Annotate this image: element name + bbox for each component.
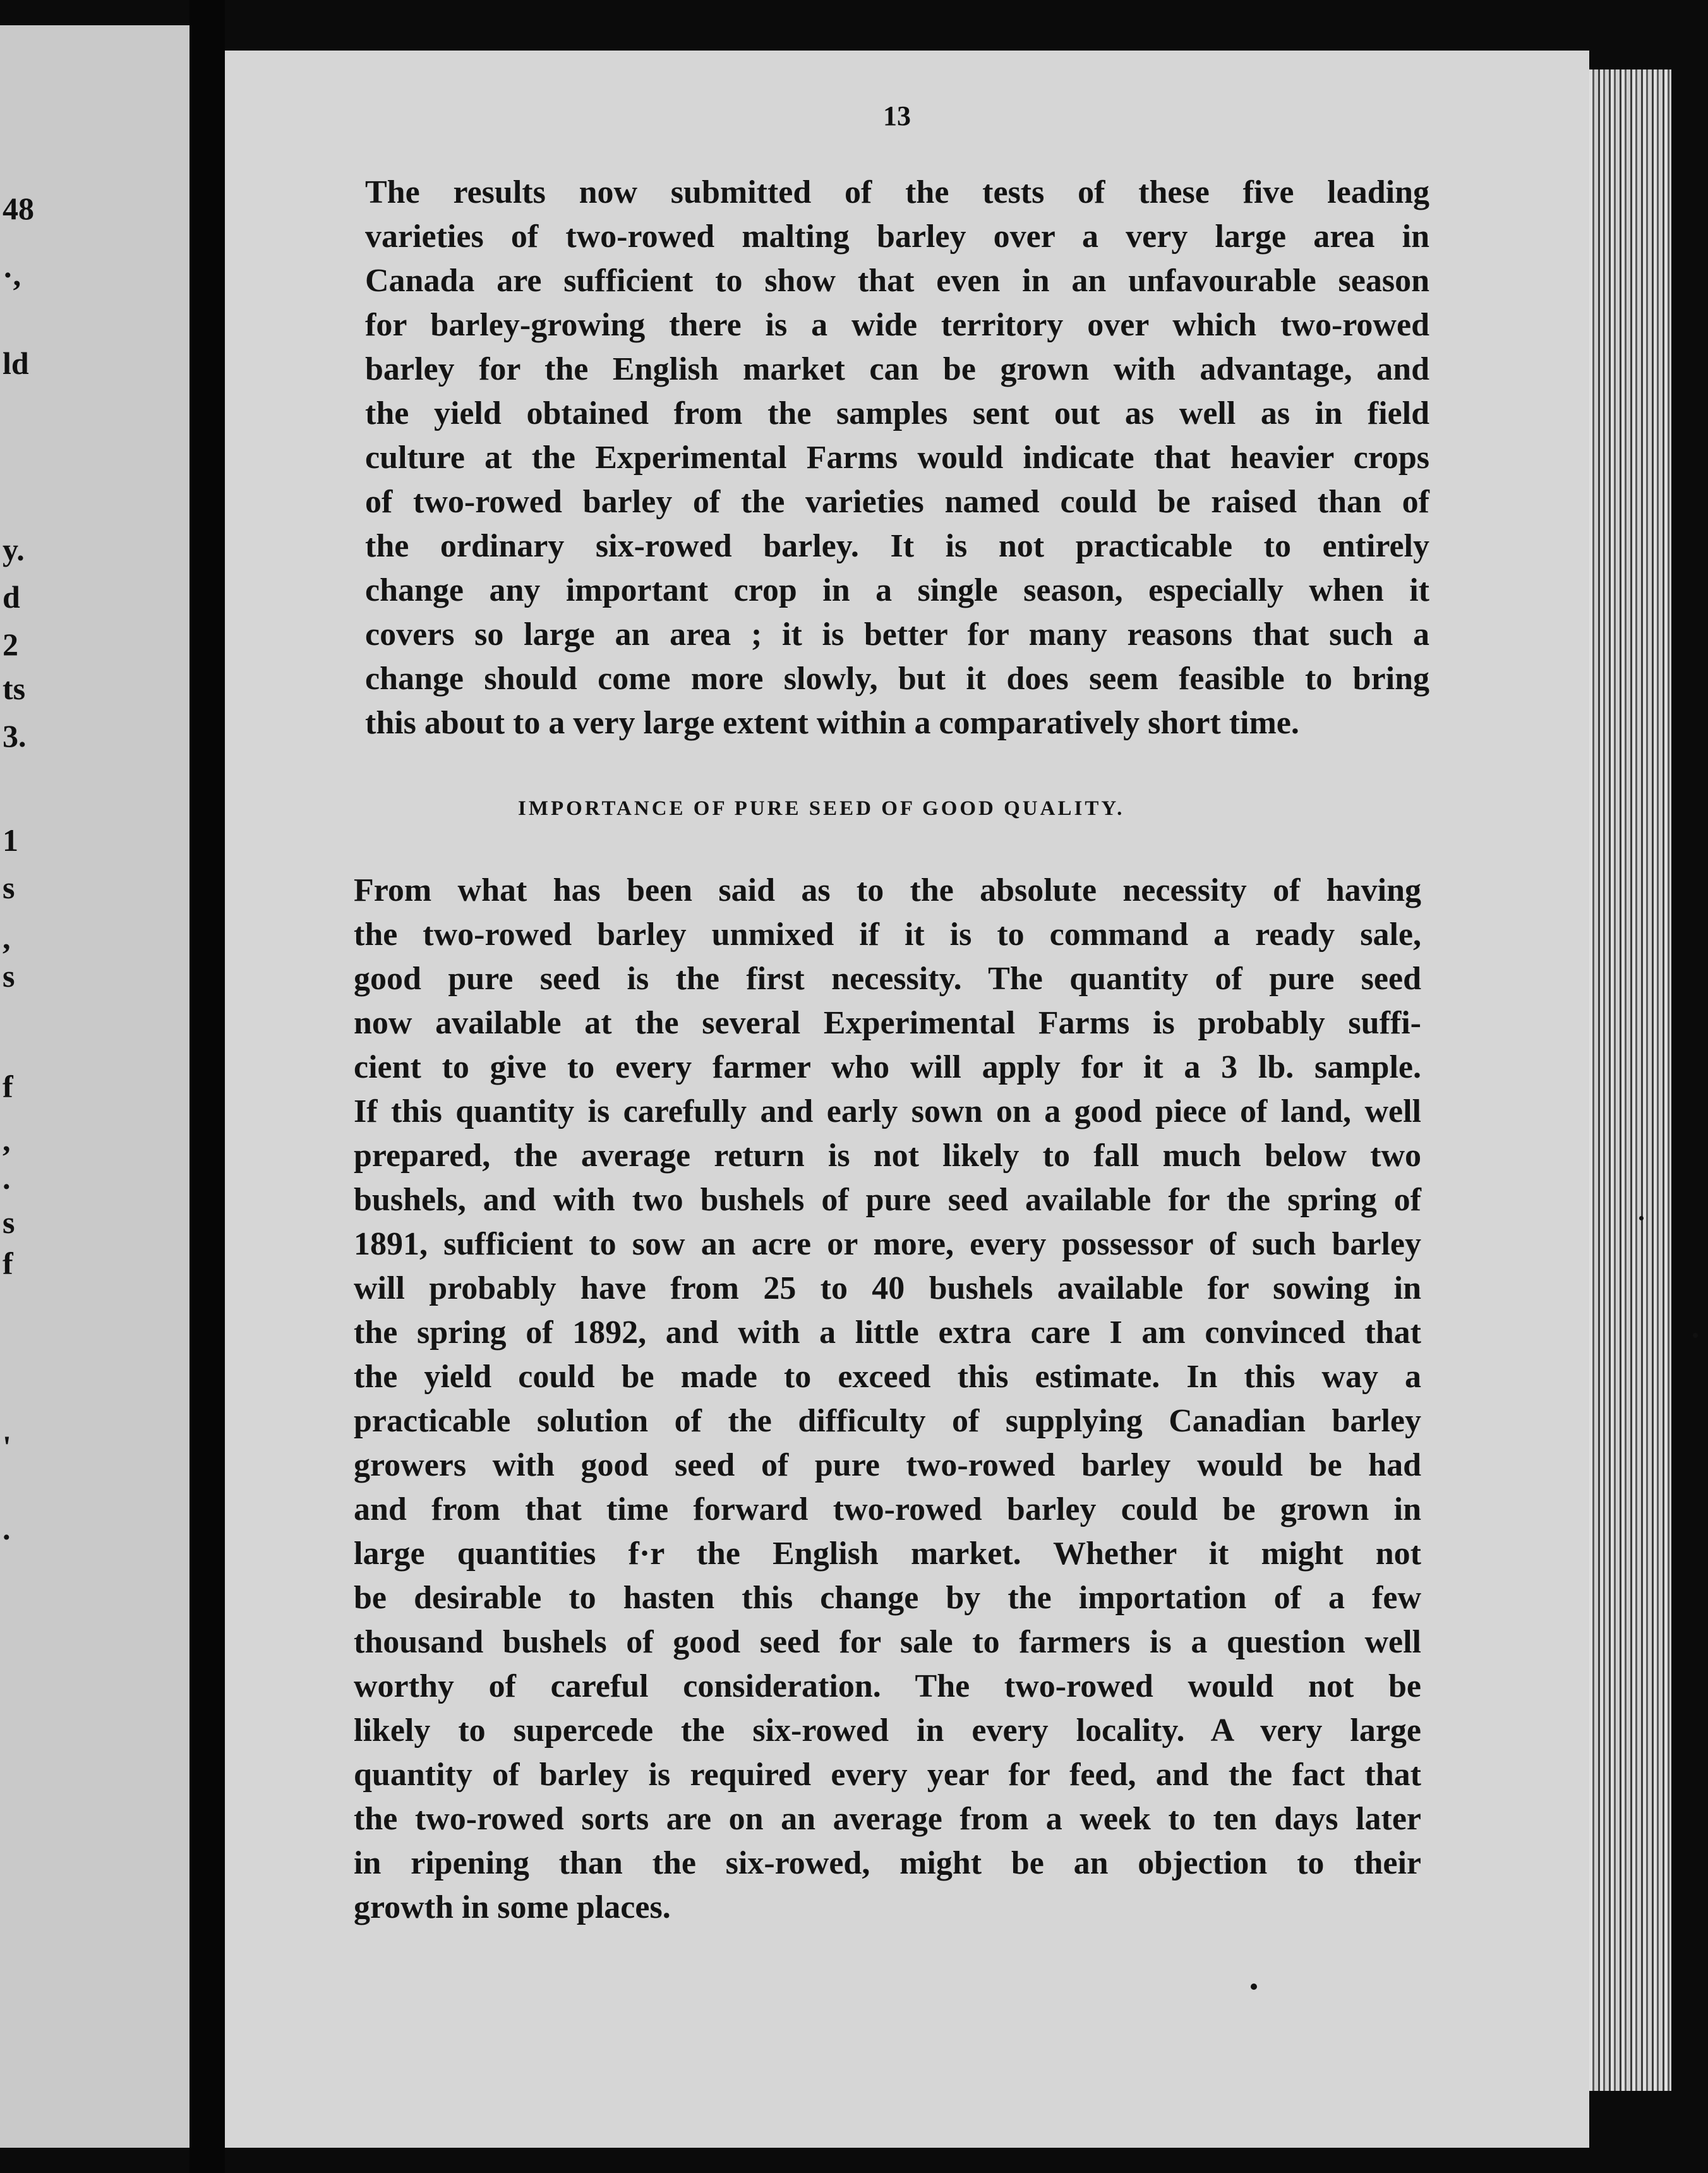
text-line: good pure seed is the first necessity. The quantity of pure seed [354, 961, 1421, 997]
facing-page-fragment: ts [3, 671, 26, 706]
facing-page-fragment: 2 [3, 627, 18, 662]
text-line: will probably have from 25 to 40 bushels available for sowing in [354, 1270, 1421, 1306]
facing-page-fragment: , [3, 920, 11, 956]
page-number: 13 [883, 100, 911, 131]
text-line: worthy of careful consideration. The two-rowed would not be [354, 1668, 1421, 1704]
text-line: large quantities f·r the English market. Whether it might not [354, 1536, 1421, 1572]
facing-page-fragment: ld [3, 346, 29, 381]
text-line: barley for the English market can be grown with advantage, and [365, 351, 1429, 387]
facing-page-fragment: s [3, 958, 15, 994]
scan-speck [1693, 1333, 1698, 1338]
text-line: the yield obtained from the samples sent out as well as in field [365, 395, 1429, 431]
facing-page-fragment: s [3, 1205, 15, 1240]
facing-page-fragment: s [3, 870, 15, 905]
text-line: for barley-growing there is a wide territory over which two-rowed [365, 307, 1429, 343]
text-line: growers with good seed of pure two-rowed barley would be had [354, 1447, 1421, 1483]
facing-page-fragment: 1 [3, 822, 18, 858]
text-line: culture at the Experimental Farms would indicate that heavier crops [365, 440, 1429, 476]
text-line: change any important crop in a single season, especially when it [365, 572, 1429, 608]
book-gutter [189, 0, 225, 2173]
facing-page-fragment: . [3, 1160, 11, 1196]
scan-speck [1251, 1983, 1257, 1990]
text-line: in ripening than the six-rowed, might be an objection to their [354, 1845, 1421, 1881]
facing-page-fragment: ' [3, 1429, 11, 1464]
facing-page-fragment: f [3, 1069, 13, 1104]
text-line: bushels, and with two bushels of pure seed available for the spring of [354, 1182, 1421, 1218]
text-line: the ordinary six-rowed barley. It is not practicable to entirely [365, 528, 1429, 564]
text-line: this about to a very large extent within a comparatively short time. [365, 705, 1299, 741]
text-line: likely to supercede the six-rowed in every locality. A very large [354, 1713, 1421, 1749]
scan-speck [1639, 1216, 1644, 1220]
text-line: the yield could be made to exceed this estimate. In this way a [354, 1359, 1421, 1395]
text-line: practicable solution of the difficulty of supplying Canadian barley [354, 1403, 1421, 1439]
text-line: thousand bushels of good seed for sale to farmers is a question well [354, 1624, 1421, 1660]
page-edges [1589, 69, 1671, 2091]
text-line: the two-rowed barley unmixed if it is to command a ready sale, [354, 917, 1421, 953]
text-line: growth in some places. [354, 1889, 671, 1925]
paragraph-2 [354, 869, 1421, 1930]
text-line: now available at the several Experimental Farms is probably suffi- [354, 1005, 1421, 1041]
facing-page-fragment: d [3, 579, 20, 615]
facing-page-fragment: , [3, 1123, 11, 1158]
facing-page-fragment: f [3, 1246, 13, 1281]
facing-page-fragment: ·, [3, 257, 21, 292]
text-line: prepared, the average return is not likely to fall much below two [354, 1138, 1421, 1174]
facing-page-fragment: y. [3, 532, 25, 567]
text-line: 1891, sufficient to sow an acre or more, every possessor of such barley [354, 1226, 1421, 1262]
facing-page-fragment: 48 [3, 191, 34, 226]
text-line: The results now submitted of the tests of these five leading [365, 174, 1429, 210]
text-line: From what has been said as to the absolute necessity of having [354, 872, 1421, 908]
facing-page-fragment: 3. [3, 718, 27, 754]
text-line: change should come more slowly, but it does seem feasible to bring [365, 661, 1429, 697]
text-line: Canada are sufficient to show that even in an unfavourable season [365, 263, 1429, 299]
text-line: and from that time forward two-rowed barley could be grown in [354, 1491, 1421, 1527]
paragraph-1 [365, 171, 1429, 745]
text-line: cient to give to every farmer who will apply for it a 3 lb. sample. [354, 1049, 1421, 1085]
text-line: varieties of two-rowed malting barley over a very large area in [365, 219, 1429, 255]
facing-page-edge [0, 25, 189, 2148]
text-line: the spring of 1892, and with a little extra care I am convinced that [354, 1315, 1421, 1351]
text-line: of two-rowed barley of the varieties named could be raised than of [365, 484, 1429, 520]
text-line: be desirable to hasten this change by the importation of a few [354, 1580, 1421, 1616]
text-line: covers so large an area ; it is better for many reasons that such a [365, 617, 1429, 653]
text-line: If this quantity is carefully and early sown on a good piece of land, well [354, 1093, 1421, 1129]
facing-page-fragment: . [3, 1511, 11, 1546]
section-heading: IMPORTANCE OF PURE SEED OF GOOD QUALITY. [518, 797, 1125, 820]
text-line: quantity of barley is required every year for feed, and the fact that [354, 1757, 1421, 1793]
text-line: the two-rowed sorts are on an average from a week to ten days later [354, 1801, 1421, 1837]
